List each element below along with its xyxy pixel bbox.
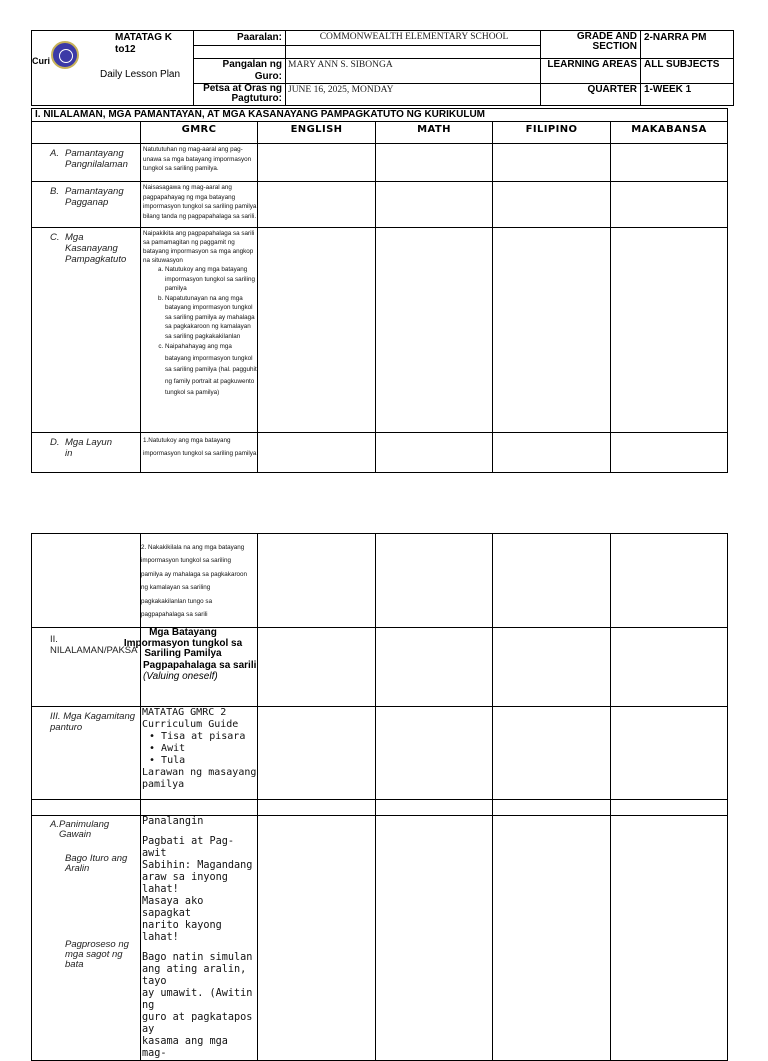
materials-item: • Tisa at pisara bbox=[149, 731, 257, 743]
quarter-value: 1-WEEK 1 bbox=[641, 84, 734, 106]
makabansa-cell bbox=[611, 144, 728, 182]
program-title: MATATAG K to12 bbox=[115, 32, 173, 55]
activity-line: kasama ang mga mag- bbox=[142, 1036, 228, 1059]
english-cell bbox=[258, 144, 376, 182]
gmrc-cell: Natututuhan ng mag-aaral ang pag-unawa sa mga batayang impormasyon tungkol sa sariling pamilya. bbox=[141, 144, 258, 182]
quarter-label: QUARTER bbox=[541, 84, 641, 106]
gmrc-cell bbox=[123, 627, 258, 707]
row-label-mga-layunin bbox=[32, 433, 141, 473]
curriculum-fragment: Curi bbox=[32, 56, 50, 66]
filipino-cell bbox=[493, 182, 611, 228]
header-logo-cell bbox=[32, 31, 194, 106]
objective-line: impormasyon tungkol sa sariling bbox=[141, 557, 231, 565]
math-cell bbox=[376, 433, 493, 473]
competency-item: a. Natutukoy ang mga batayang impormasyon tungkol sa sariling pamilya bbox=[165, 265, 257, 294]
row-label-blank bbox=[32, 534, 141, 628]
panimula-label bbox=[50, 820, 119, 840]
gmrc-cell bbox=[141, 534, 258, 628]
school-label: Paaralan: bbox=[194, 31, 286, 46]
competency-item: b. Napatutunayan na ang mga batayang impormasyon tungkol sa sariling pamilya ay mahalaga sa pagkakaroon ng kamalayan sa sariling pagkakakilanlan bbox=[165, 294, 257, 342]
activity-line: Bago natin simulan bbox=[142, 952, 253, 963]
row-label-text: Pamantayang Pangnilalaman bbox=[65, 148, 128, 170]
row-letter: D. bbox=[50, 437, 60, 448]
pagproseso-label: Pagproseso ng mga sagot ng bata bbox=[65, 939, 129, 970]
teacher-value: MARY ANN S. SIBONGA bbox=[286, 59, 541, 84]
objective-line: pagpapahalaga sa sarili bbox=[141, 611, 208, 619]
math-cell bbox=[376, 707, 493, 800]
math-cell bbox=[376, 182, 493, 228]
english-cell bbox=[258, 628, 376, 707]
topic-value: Pagpapahalaga sa sarili bbox=[143, 659, 257, 671]
math-cell bbox=[376, 628, 493, 707]
column-header-row bbox=[32, 122, 728, 144]
gmrc-cell bbox=[141, 800, 258, 816]
row-letter: A. bbox=[50, 819, 59, 830]
table-row bbox=[32, 628, 728, 707]
objective-line: ng kamalayan sa sariling bbox=[141, 584, 211, 592]
activity-line bbox=[142, 828, 257, 836]
grade-value: 2-NARRA PM bbox=[641, 31, 734, 59]
materials-title: MATATAG GMRC 2 Curriculum Guide bbox=[142, 707, 239, 730]
activity-line: ang ating aralin, tayo bbox=[142, 964, 247, 987]
table-row bbox=[32, 534, 728, 628]
row-label-text: Mga Kasanayang Pampagkatuto bbox=[65, 232, 127, 265]
activity-line: guro at pagkatapos ay bbox=[142, 1012, 253, 1035]
filipino-cell bbox=[493, 534, 611, 628]
row-label-pamantayang-pangnilalaman bbox=[32, 144, 141, 182]
gmrc-cell bbox=[141, 228, 258, 433]
filipino-cell bbox=[493, 628, 611, 707]
section-title: I. NILALAMAN, MGA PAMANTAYAN, AT MGA KASANAYANG PAMPAGKATUTO NG KURIKULUM bbox=[32, 109, 728, 122]
bago-ituro-label: Bago Ituro ang Aralin bbox=[65, 853, 128, 874]
row-label-text: Pamantayang Pagganap bbox=[65, 186, 124, 208]
gmrc-cell: 1.Natutukoy ang mga batayang impormasyon tungkol sa sariling pamilya bbox=[141, 433, 258, 473]
english-cell bbox=[258, 228, 376, 433]
activity-line: Sabihin: Magandang bbox=[142, 860, 253, 871]
activity-line: ay umawit. (Awitin ng bbox=[142, 988, 253, 1011]
english-cell bbox=[258, 433, 376, 473]
materials-extra: Larawan ng masayang pamilya bbox=[142, 767, 257, 790]
math-cell bbox=[376, 144, 493, 182]
filipino-cell bbox=[493, 433, 611, 473]
school-value: COMMONWEALTH ELEMENTARY SCHOOL bbox=[286, 31, 541, 46]
column-header-filipino: FILIPINO bbox=[493, 122, 611, 144]
row-label-text: III. Mga Kagamitang panturo bbox=[50, 711, 136, 733]
row-letter: A. bbox=[50, 148, 59, 159]
lesson-content-table bbox=[31, 533, 728, 1061]
math-cell bbox=[376, 228, 493, 433]
date-label: Petsa at Oras ng Pagtuturo: bbox=[194, 84, 286, 106]
grade-label: GRADE AND SECTION bbox=[541, 31, 641, 59]
makabansa-cell bbox=[611, 534, 728, 628]
curriculum-table bbox=[31, 108, 728, 473]
english-cell bbox=[258, 182, 376, 228]
teacher-label: Pangalan ng Guro: bbox=[194, 59, 286, 84]
activity-line: Pagbati at Pag-awit bbox=[142, 836, 235, 859]
plan-title: Daily Lesson Plan bbox=[100, 69, 181, 80]
column-header-gmrc: GMRC bbox=[141, 122, 258, 144]
learning-areas-value: ALL SUBJECTS bbox=[641, 59, 734, 84]
activity-line bbox=[142, 944, 257, 952]
row-label-text: Mga Layun in bbox=[65, 437, 113, 459]
gmrc-cell: Naisasagawa ng mag-aaral ang pagpapahayag ng mga batayang impormasyon tungkol sa sariling pamilya bilang tanda ng pagpapahalaga sa sarili. bbox=[141, 182, 258, 228]
table-row bbox=[32, 182, 728, 228]
table-row bbox=[32, 707, 728, 800]
row-letter: C. bbox=[50, 232, 60, 243]
column-header-makabansa: MAKABANSA bbox=[611, 122, 728, 144]
english-cell bbox=[258, 534, 376, 628]
makabansa-cell bbox=[611, 228, 728, 433]
makabansa-cell bbox=[611, 433, 728, 473]
makabansa-cell bbox=[611, 707, 728, 800]
english-cell bbox=[258, 800, 376, 816]
column-header-math: MATH bbox=[376, 122, 493, 144]
filipino-cell bbox=[493, 228, 611, 433]
learning-areas-label: LEARNING AREAS bbox=[541, 59, 641, 84]
filipino-cell bbox=[493, 800, 611, 816]
row-label-kagamitang-panturo bbox=[32, 707, 141, 800]
column-header-english: ENGLISH bbox=[258, 122, 376, 144]
competency-list bbox=[143, 265, 257, 399]
deped-seal-icon bbox=[51, 41, 79, 69]
topic-english: (Valuing oneself) bbox=[143, 671, 218, 682]
gmrc-cell bbox=[141, 707, 258, 800]
filipino-cell bbox=[493, 707, 611, 800]
lesson-header-table bbox=[31, 30, 734, 106]
row-label-text: II. NILALAMAN/PAKSA bbox=[50, 634, 138, 656]
table-row bbox=[32, 800, 728, 816]
row-label-mga-kasanayang-pampagkatuto bbox=[32, 228, 141, 433]
row-label-text: Panimulang Gawain bbox=[58, 819, 110, 840]
school-label-spacer bbox=[194, 46, 286, 59]
table-row bbox=[32, 144, 728, 182]
makabansa-cell bbox=[611, 182, 728, 228]
competency-intro: Naipakikita ang pagpapahalaga sa sarili sa pamamagitan ng paggamit ng batayang impormasyon sa mga angkop na situwasyon bbox=[143, 230, 255, 264]
school-value-spacer bbox=[286, 46, 541, 59]
topic-title: Mga Batayang Impormasyon tungkol sa Sariling Pamilya bbox=[123, 627, 243, 659]
makabansa-cell bbox=[611, 628, 728, 707]
materials-item: • Awit bbox=[149, 743, 257, 755]
filipino-cell bbox=[493, 144, 611, 182]
table-row bbox=[32, 228, 728, 433]
objective-line: pagkakakilanlan tungo sa bbox=[141, 597, 213, 605]
english-cell bbox=[258, 707, 376, 800]
column-header-blank bbox=[32, 122, 141, 144]
objective-line: 2. Nakakikilala na ang mga batayang bbox=[141, 544, 245, 551]
objective-line: pamilya ay mahalaga sa pagkakaroon bbox=[141, 570, 248, 578]
row-label-blank bbox=[32, 800, 141, 816]
competency-item: c. Naipahahayag ang mga batayang impormasyon tungkol sa sariling pamilya (hal. pagguhit ng family portrait at pagkuwento tungkol sa pamilya) bbox=[165, 341, 257, 399]
materials-list bbox=[142, 731, 257, 767]
materials-item: • Tula bbox=[149, 755, 257, 767]
date-value: JUNE 16, 2025, MONDAY bbox=[286, 84, 541, 106]
math-cell bbox=[376, 800, 493, 816]
makabansa-cell bbox=[611, 800, 728, 816]
activity-line: Panalangin bbox=[142, 816, 204, 827]
activity-line: araw sa inyong lahat! bbox=[142, 872, 228, 895]
math-cell bbox=[376, 534, 493, 628]
activity-line: narito kayong lahat! bbox=[142, 920, 222, 943]
table-row bbox=[32, 433, 728, 473]
row-letter: B. bbox=[50, 186, 59, 197]
row-label-pamantayang-pagganap bbox=[32, 182, 141, 228]
activity-line: Masaya ako sapagkat bbox=[142, 896, 204, 919]
